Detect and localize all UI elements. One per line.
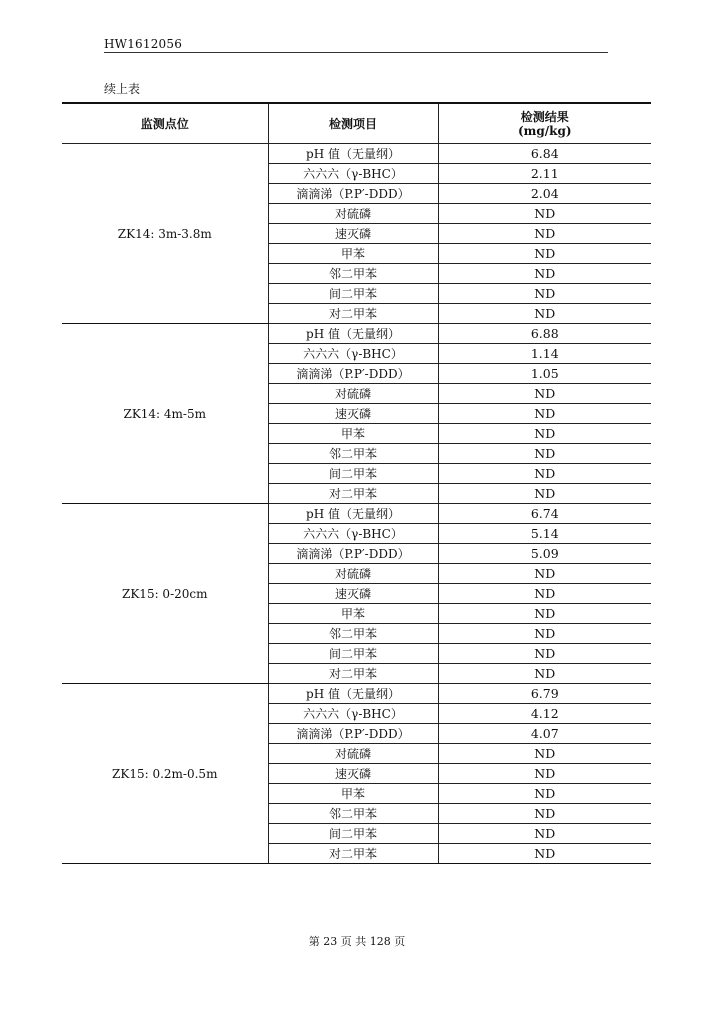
- header-test-result: [438, 103, 651, 144]
- result-value-cell: ND: [438, 464, 651, 484]
- result-value-cell: 6.79: [438, 684, 651, 704]
- result-value-cell: 4.12: [438, 704, 651, 724]
- test-item-cell: 间二甲苯: [268, 464, 438, 484]
- test-item-cell: 速灭磷: [268, 224, 438, 244]
- table-row: [62, 324, 651, 344]
- table-row: [62, 684, 651, 704]
- test-item-cell: 六六六（γ-BHC）: [268, 524, 438, 544]
- result-value-cell: ND: [438, 424, 651, 444]
- result-value-cell: ND: [438, 404, 651, 424]
- test-item-cell: 甲苯: [268, 784, 438, 804]
- result-value-cell: ND: [438, 384, 651, 404]
- header-unit-label: (mg/kg): [517, 123, 572, 138]
- result-value-cell: 5.14: [438, 524, 651, 544]
- result-value-cell: ND: [438, 744, 651, 764]
- result-value-cell: ND: [438, 284, 651, 304]
- result-value-cell: ND: [438, 784, 651, 804]
- result-value-cell: 6.84: [438, 144, 651, 164]
- result-value-cell: ND: [438, 664, 651, 684]
- result-value-cell: ND: [438, 304, 651, 324]
- monitoring-point-cell: ZK15: 0-20cm: [62, 504, 268, 684]
- test-item-cell: 速灭磷: [268, 584, 438, 604]
- header-rule: [104, 52, 608, 53]
- test-item-cell: 甲苯: [268, 424, 438, 444]
- result-value-cell: ND: [438, 804, 651, 824]
- header-test-result-label: 检测结果: [520, 109, 569, 124]
- result-value-cell: ND: [438, 824, 651, 844]
- test-item-cell: 六六六（γ-BHC）: [268, 704, 438, 724]
- test-item-cell: 对硫磷: [268, 564, 438, 584]
- test-item-cell: pH 值（无量纲）: [268, 684, 438, 704]
- monitoring-point-cell: ZK14: 4m-5m: [62, 324, 268, 504]
- results-table: [62, 102, 651, 864]
- result-value-cell: 6.88: [438, 324, 651, 344]
- result-value-cell: ND: [438, 484, 651, 504]
- result-value-cell: 1.14: [438, 344, 651, 364]
- test-item-cell: 对二甲苯: [268, 844, 438, 864]
- result-value-cell: 4.07: [438, 724, 651, 744]
- result-value-cell: 6.74: [438, 504, 651, 524]
- result-value-cell: 2.04: [438, 184, 651, 204]
- result-value-cell: ND: [438, 584, 651, 604]
- result-value-cell: ND: [438, 224, 651, 244]
- test-item-cell: 邻二甲苯: [268, 624, 438, 644]
- page-number: 第 23 页 共 128 页: [308, 935, 406, 948]
- table-row: [62, 504, 651, 524]
- test-item-cell: 六六六（γ-BHC）: [268, 164, 438, 184]
- result-value-cell: ND: [438, 844, 651, 864]
- monitoring-point-cell: ZK15: 0.2m-0.5m: [62, 684, 268, 864]
- test-item-cell: 间二甲苯: [268, 284, 438, 304]
- test-item-cell: 邻二甲苯: [268, 444, 438, 464]
- result-value-cell: 1.05: [438, 364, 651, 384]
- result-value-cell: ND: [438, 204, 651, 224]
- test-item-cell: 滴滴涕（P.P′-DDD）: [268, 184, 438, 204]
- test-item-cell: 间二甲苯: [268, 824, 438, 844]
- result-value-cell: 5.09: [438, 544, 651, 564]
- test-item-cell: pH 值（无量纲）: [268, 504, 438, 524]
- test-item-cell: 对硫磷: [268, 384, 438, 404]
- document-id: HW1612056: [104, 37, 183, 51]
- test-item-cell: 六六六（γ-BHC）: [268, 344, 438, 364]
- result-value-cell: ND: [438, 604, 651, 624]
- table-row: [62, 144, 651, 164]
- test-item-cell: 滴滴涕（P.P′-DDD）: [268, 544, 438, 564]
- test-item-cell: 滴滴涕（P.P′-DDD）: [268, 724, 438, 744]
- table-header-row: [62, 103, 651, 144]
- result-value-cell: ND: [438, 624, 651, 644]
- test-item-cell: 对二甲苯: [268, 304, 438, 324]
- monitoring-point-cell: ZK14: 3m-3.8m: [62, 144, 268, 324]
- test-item-cell: 对硫磷: [268, 744, 438, 764]
- test-item-cell: 速灭磷: [268, 764, 438, 784]
- test-item-cell: 甲苯: [268, 604, 438, 624]
- continued-label: 续上表: [104, 82, 141, 96]
- test-item-cell: 速灭磷: [268, 404, 438, 424]
- test-item-cell: pH 值（无量纲）: [268, 324, 438, 344]
- test-item-cell: 甲苯: [268, 244, 438, 264]
- test-item-cell: 间二甲苯: [268, 644, 438, 664]
- test-item-cell: 滴滴涕（P.P′-DDD）: [268, 364, 438, 384]
- test-item-cell: 对二甲苯: [268, 484, 438, 504]
- test-item-cell: 邻二甲苯: [268, 804, 438, 824]
- table-body: [62, 144, 651, 864]
- result-value-cell: ND: [438, 444, 651, 464]
- test-item-cell: 邻二甲苯: [268, 264, 438, 284]
- test-item-cell: 对硫磷: [268, 204, 438, 224]
- result-value-cell: ND: [438, 764, 651, 784]
- result-value-cell: ND: [438, 564, 651, 584]
- header-monitoring-point: 监测点位: [62, 103, 268, 144]
- result-value-cell: ND: [438, 644, 651, 664]
- test-item-cell: pH 值（无量纲）: [268, 144, 438, 164]
- header-test-item: 检测项目: [268, 103, 438, 144]
- result-value-cell: ND: [438, 244, 651, 264]
- result-value-cell: ND: [438, 264, 651, 284]
- test-item-cell: 对二甲苯: [268, 664, 438, 684]
- result-value-cell: 2.11: [438, 164, 651, 184]
